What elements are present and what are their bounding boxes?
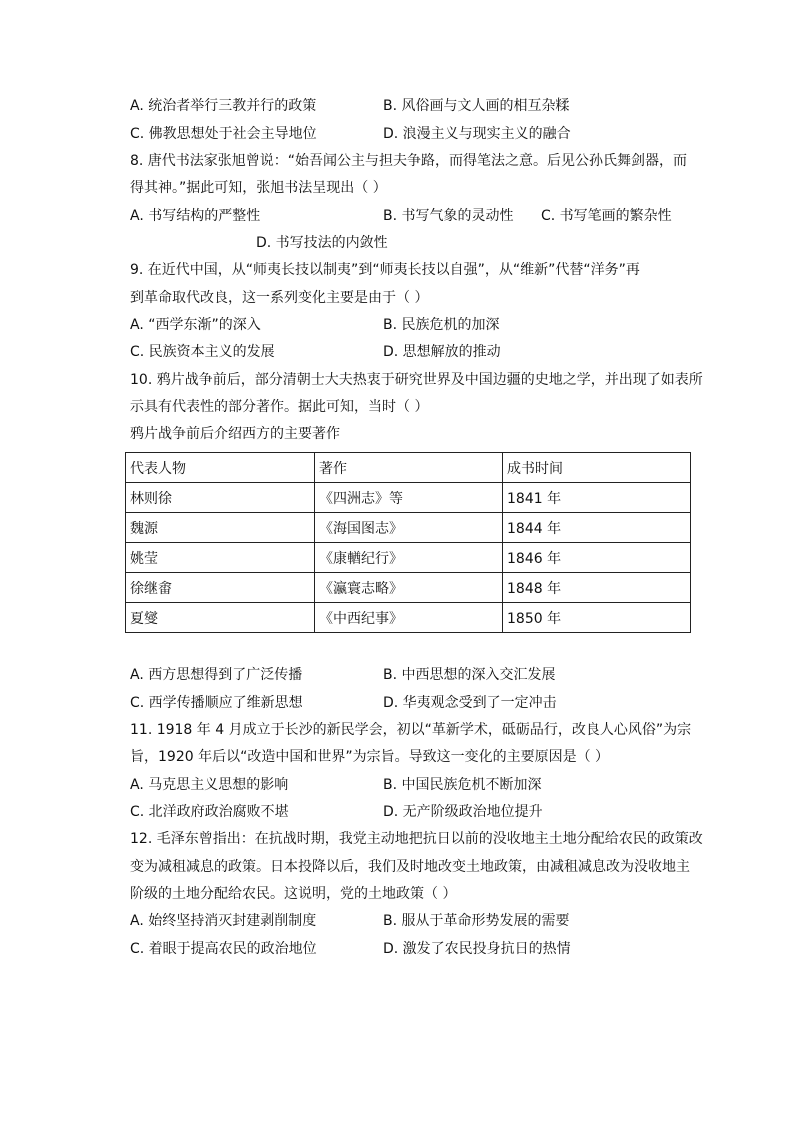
q10-option-a: A. 西方思想得到了广泛传播 bbox=[130, 667, 303, 683]
q10-option-d: D. 华夷观念受到了一定冲击 bbox=[383, 695, 557, 711]
q12-option-d: D. 激发了农民投身抗日的热情 bbox=[383, 941, 571, 957]
q11-stem-line2: 旨，1920 年后以“改造中国和世界”为宗旨。导致这一变化的主要原因是（ ） bbox=[130, 749, 610, 765]
q10-stem-line1: 10. 鸦片战争前后，部分清朝士大夫热衷于研究世界及中国边疆的史地之学，并出现了如表所 bbox=[130, 372, 703, 388]
q11-option-d: D. 无产阶级政治地位提升 bbox=[383, 804, 543, 820]
q10-stem-line2: 示具有代表性的部分著作。据此可知，当时（ ） bbox=[130, 399, 429, 415]
table-cell: 林则徐 bbox=[126, 483, 315, 513]
table-cell: 夏燮 bbox=[126, 603, 315, 633]
q7-option-a: A. 统治者举行三教并行的政策 bbox=[130, 98, 317, 114]
q11-stem-line1: 11. 1918 年 4 月成立于长沙的新民学会，初以“革新学术，砥砺品行，改良人心风俗”为宗 bbox=[130, 722, 692, 738]
q8-stem-line2: 得其神。”据此可知，张旭书法呈现出（ ） bbox=[130, 180, 387, 196]
q10-option-b: B. 中西思想的深入交汇发展 bbox=[383, 667, 556, 683]
q9-stem-line1: 9. 在近代中国，从“师夷长技以制夷”到“师夷长技以自强”，从“维新”代替“洋务”再 bbox=[130, 262, 640, 278]
q9-option-d: D. 思想解放的推动 bbox=[383, 344, 501, 360]
q7-option-c: C. 佛教思想处于社会主导地位 bbox=[130, 126, 317, 142]
table-cell: 《瀛寰志略》 bbox=[315, 573, 503, 603]
table-cell: 姚莹 bbox=[126, 543, 315, 573]
q12-stem-line3: 阶级的土地分配给农民。这说明，党的土地政策（ ） bbox=[130, 886, 457, 902]
table-cell: 1844 年 bbox=[503, 513, 691, 543]
table-cell: 魏源 bbox=[126, 513, 315, 543]
table-cell: 1850 年 bbox=[503, 603, 691, 633]
q10-table bbox=[125, 452, 691, 633]
q11-option-a: A. 马克思主义思想的影响 bbox=[130, 777, 289, 793]
q9-option-a: A. “西学东渐”的深入 bbox=[130, 317, 261, 333]
table-header-cell: 著作 bbox=[315, 453, 503, 483]
q10-option-c: C. 西学传播顺应了维新思想 bbox=[130, 695, 303, 711]
q9-option-b: B. 民族危机的加深 bbox=[383, 317, 500, 333]
q12-option-b: B. 服从于革命形势发展的需要 bbox=[383, 913, 570, 929]
q11-option-b: B. 中国民族危机不断加深 bbox=[383, 777, 542, 793]
table-header-cell: 成书时间 bbox=[503, 453, 691, 483]
q12-option-a: A. 始终坚持消灭封建剥削制度 bbox=[130, 913, 317, 929]
table-cell: 徐继畬 bbox=[126, 573, 315, 603]
q7-option-d: D. 浪漫主义与现实主义的融合 bbox=[383, 126, 571, 142]
table-cell: 《中西纪事》 bbox=[315, 603, 503, 633]
q10-table-caption: 鸦片战争前后介绍西方的主要著作 bbox=[130, 426, 340, 442]
table-cell: 《康輶纪行》 bbox=[315, 543, 503, 573]
table-header-cell: 代表人物 bbox=[126, 453, 315, 483]
q12-stem-line1: 12. 毛泽东曾指出：在抗战时期，我党主动地把抗日以前的没收地主土地分配给农民的政策改 bbox=[130, 831, 703, 847]
q9-option-c: C. 民族资本主义的发展 bbox=[130, 344, 275, 360]
q11-option-c: C. 北洋政府政治腐败不堪 bbox=[130, 804, 289, 820]
table-cell: 1848 年 bbox=[503, 573, 691, 603]
table-cell: 1841 年 bbox=[503, 483, 691, 513]
table-header-row bbox=[126, 453, 691, 483]
table-cell: 《四洲志》等 bbox=[315, 483, 503, 513]
table-row bbox=[126, 573, 691, 603]
q8-option-b: B. 书写气象的灵动性 bbox=[383, 208, 514, 224]
table-row bbox=[126, 603, 691, 633]
table-cell: 《海国图志》 bbox=[315, 513, 503, 543]
table-row bbox=[126, 543, 691, 573]
table-cell: 1846 年 bbox=[503, 543, 691, 573]
q8-option-a: A. 书写结构的严整性 bbox=[130, 208, 261, 224]
q12-stem-line2: 变为减租减息的政策。日本投降以后，我们及时地改变土地政策，由减租减息改为没收地主 bbox=[130, 859, 690, 875]
table-row bbox=[126, 483, 691, 513]
q7-option-b: B. 风俗画与文人画的相互杂糅 bbox=[383, 98, 570, 114]
q9-stem-line2: 到革命取代改良，这一系列变化主要是由于（ ） bbox=[130, 290, 429, 306]
table-row bbox=[126, 513, 691, 543]
q8-option-c: C. 书写笔画的繁杂性 bbox=[541, 208, 672, 224]
q8-option-d: D. 书写技法的内敛性 bbox=[256, 235, 388, 251]
q12-option-c: C. 着眼于提高农民的政治地位 bbox=[130, 941, 317, 957]
q8-stem-line1: 8. 唐代书法家张旭曾说：“始吾闻公主与担夫争路，而得笔法之意。后见公孙氏舞剑器，而 bbox=[130, 153, 688, 169]
